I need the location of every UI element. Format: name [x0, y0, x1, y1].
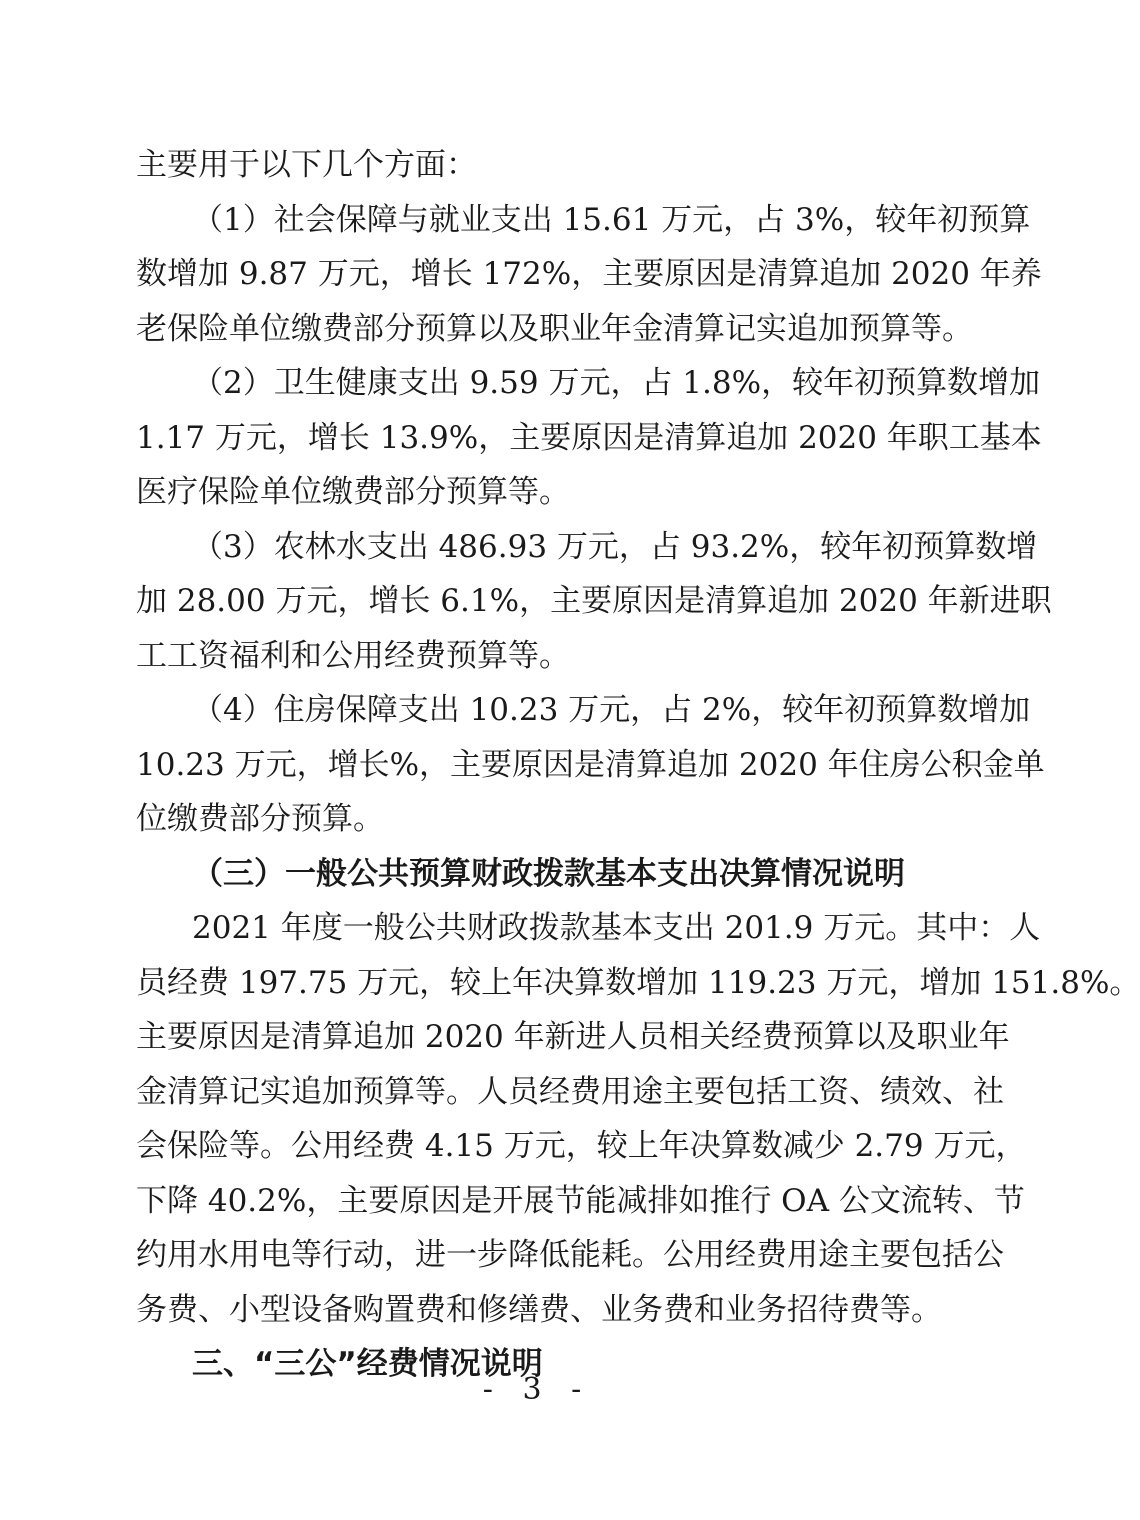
text-line: 金清算记实追加预算等。人员经费用途主要包括工资、绩效、社	[136, 1073, 1004, 1110]
chapter-heading: 三、“三公”经费情况说明	[192, 1346, 543, 1382]
text-line: 主要用于以下几个方面：	[136, 147, 477, 183]
section-heading: （三）一般公共预算财政拨款基本支出决算情况说明	[192, 855, 905, 892]
text-line: 1.17 万元，增长 13.9%，主要原因是清算追加 2020 年职工基本	[136, 419, 1042, 456]
text-line: 会保险等。公用经费 4.15 万元，较上年决算数减少 2.79 万元，	[136, 1128, 1027, 1164]
text-line: 加 28.00 万元，增长 6.1%，主要原因是清算追加 2020 年新进职	[136, 583, 1052, 619]
text-line: 员经费 197.75 万元，较上年决算数增加 119.23 万元，增加 151.8%。	[136, 964, 1140, 1001]
text-line: 医疗保险单位缴费部分预算等。	[136, 474, 570, 510]
text-line: （2）卫生健康支出 9.59 万元，占 1.8%，较年初预算数增加	[192, 365, 1041, 401]
text-line: （4）住房保障支出 10.23 万元，占 2%，较年初预算数增加	[192, 692, 1031, 728]
text-line: （3）农林水支出 486.93 万元，占 93.2%，较年初预算数增	[192, 528, 1038, 565]
text-line: 下降 40.2%，主要原因是开展节能减排如推行 OA 公文流转、节	[136, 1182, 1025, 1219]
page-number: - 3 -	[482, 1372, 592, 1407]
document-body	[136, 138, 1140, 1392]
text-line: 位缴费部分预算。	[136, 801, 384, 837]
text-line: 10.23 万元，增长%，主要原因是清算追加 2020 年住房公积金单	[136, 746, 1045, 783]
text-line: 数增加 9.87 万元，增长 172%，主要原因是清算追加 2020 年养	[136, 256, 1042, 292]
text-line: 工工资福利和公用经费预算等。	[136, 637, 570, 674]
text-line: 务费、小型设备购置费和修缮费、业务费和业务招待费等。	[136, 1291, 942, 1328]
text-line: 约用水用电等行动，进一步降低能耗。公用经费用途主要包括公	[136, 1237, 1004, 1273]
text-line: 2021 年度一般公共财政拨款基本支出 201.9 万元。其中：人	[192, 910, 1041, 946]
text-line: 主要原因是清算追加 2020 年新进人员相关经费预算以及职业年	[136, 1019, 1010, 1055]
text-line: 老保险单位缴费部分预算以及职业年金清算记实追加预算等。	[136, 310, 973, 347]
text-line: （1）社会保障与就业支出 15.61 万元，占 3%，较年初预算	[192, 201, 1031, 238]
